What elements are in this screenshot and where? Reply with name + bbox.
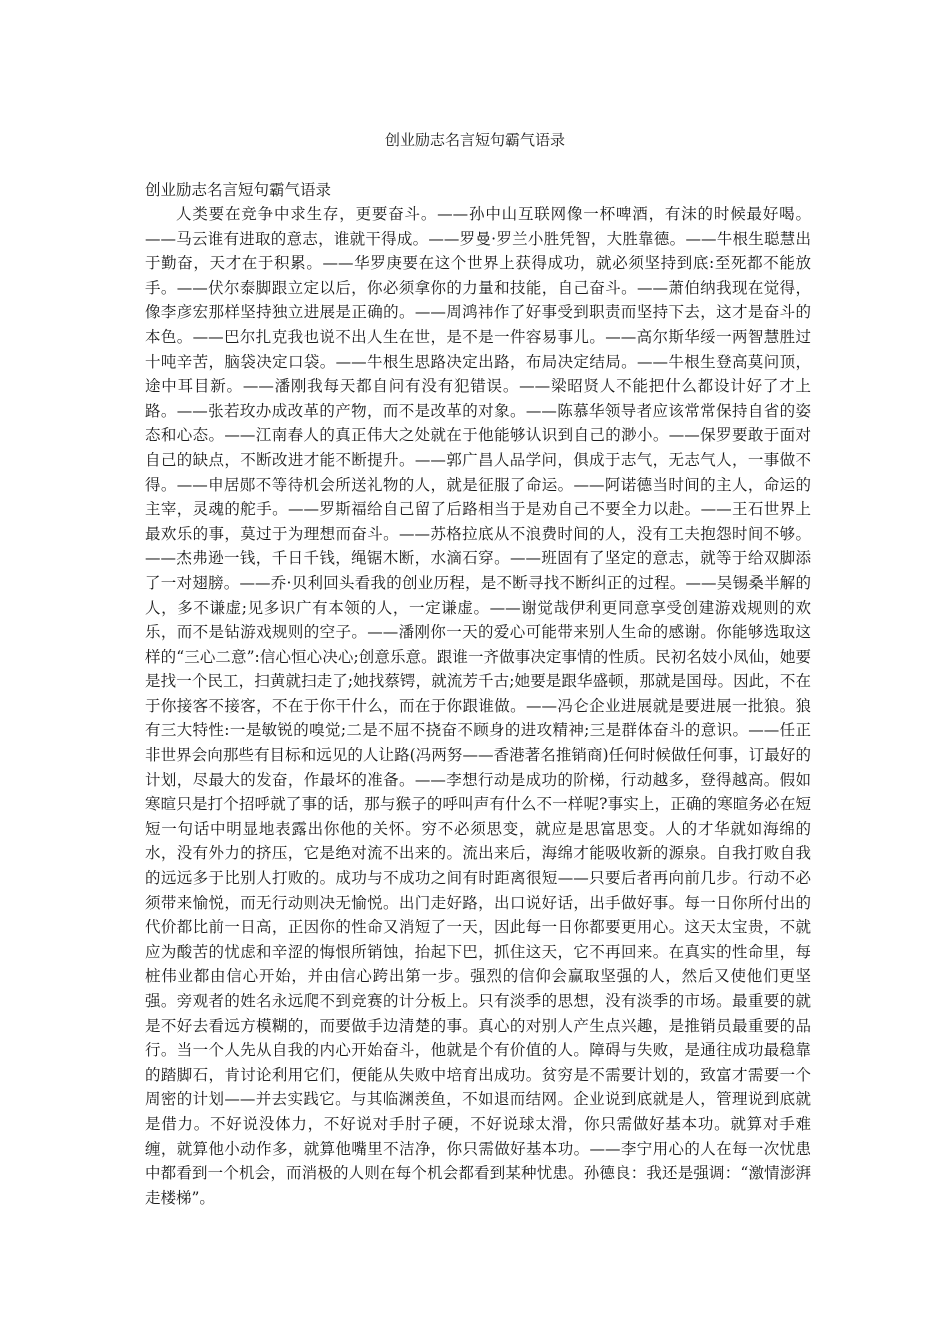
document-subtitle: 创业励志名言短句霸气语录 bbox=[145, 181, 332, 199]
page-title: 创业励志名言短句霸气语录 bbox=[384, 131, 565, 149]
document-content bbox=[145, 178, 811, 1210]
document-body-paragraph: 人类要在竞争中求生存，更要奋斗。——孙中山互联网像一杯啤酒，有沫的时候最好喝。——马云谁有进取的意志，谁就干得成。——罗曼·罗兰小胜凭智，大胜靠德。——牛根生聪慧出于勤奋，天才在于积累。——华罗庚要在这个世界上获得成功，就必须坚持到底:至死都不能放手。——伏尔泰脚跟立定以后，你必须拿你的力量和技能，自己奋斗。——萧伯纳我现在觉得，像李彦宏那样坚持独立进展是正确的。——周鸿祎作了好事受到职责而坚持下去，这才是奋斗的本色。——巴尔扎克我也说不出人生在世，是不是一件容易事儿。——高尔斯华绥一两智慧胜过十吨辛苦，脑袋决定口袋。——牛根生思路决定出路，布局决定结局。——牛根生登高莫问顶，途中耳目新。——潘刚我每天都自问有没有犯错误。——梁昭贤人不能把什么都设计好了才上路。——张若玫办成改革的产物，而不是改革的对象。——陈慕华领导者应该常常保持自省的姿态和心态。——江南春人的真正伟大之处就在于他能够认识到自己的渺小。——保罗要敢于面对自己的缺点，不断改进才能不断提升。——郭广昌人品学问，俱成于志气，无志气人，一事做不得。——申居郧不等待机会所送礼物的人，就是征服了命运。——阿诺德当时间的主人，命运的主宰，灵魂的舵手。——罗斯福给自己留了后路相当于是劝自己不要全力以赴。——王石世界上最欢乐的事，莫过于为理想而奋斗。——苏格拉底从不浪费时间的人，没有工夫抱怨时间不够。——杰弗逊一钱，千日千钱，绳锯木断，水滴石穿。——班固有了坚定的意志，就等于给双脚添了一对翅膀。——乔·贝利回头看我的创业历程，是不断寻找不断纠正的过程。——吴锡桑半解的人，多不谦虚;见多识广有本领的人，一定谦虚。——谢觉哉伊利更同意享受创建游戏规则的欢乐，而不是钻游戏规则的空子。——潘刚你一天的爱心可能带来别人生命的感谢。你能够选取这样的“三心二意”:信心恒心决心;创意乐意。跟谁一齐做事决定事情的性质。民初名妓小凤仙，她要是找一个民工，扫黄就扫走了;她找蔡锷，就流芳千古;她要是跟华盛顿，那就是国母。因此，不在于你接客不接客，不在于你干什么，而在于你跟谁做。——冯仑企业进展就是要进展一批狼。狼有三大特性:一是敏锐的嗅觉;二是不屈不挠奋不顾身的进攻精神;三是群体奋斗的意识。——任正非世界会向那些有目标和远见的人让路(冯两努——香港著名推销商)任何时候做任何事，订最好的计划，尽最大的发奋，作最坏的准备。——李想行动是成功的阶梯，行动越多，登得越高。假如寒暄只是打个招呼就了事的话，那与猴子的呼叫声有什么不一样呢?事实上，正确的寒暄务必在短短一句话中明显地表露出你他的关怀。穷不必须思变，就应是思富思变。人的才华就如海绵的水，没有外力的挤压，它是绝对流不出来的。流出来后，海绵才能吸收新的源泉。自我打败自我的远远多于比别人打败的。成功与不成功之间有时距离很短——只要后者再向前几步。行动不必须带来愉悦，而无行动则决无愉悦。出门走好路，出口说好话，出手做好事。每一日你所付出的代价都比前一日高，正因你的性命又消短了一天，因此每一日你都要更用心。这天太宝贵，不就应为酸苦的忧虑和辛涩的悔恨所销蚀，抬起下巴，抓住这天，它不再回来。在真实的性命里，每桩伟业都由信心开始，并由信心跨出第一步。强烈的信仰会赢取坚强的人，然后又使他们更坚强。旁观者的姓名永远爬不到竞赛的计分板上。只有淡季的思想，没有淡季的市场。最重要的就是不好去看远方模糊的，而要做手边清楚的事。真心的对别人产生点兴趣，是推销员最重要的品行。当一个人先从自我的内心开始奋斗，他就是个有价值的人。障碍与失败，是通往成功最稳靠的踏脚石，肯讨论利用它们，便能从失败中培育出成功。贫穷是不需要计划的，致富才需要一个周密的计划——并去实践它。与其临渊羡鱼，不如退而结网。企业说到底就是人，管理说到底就是借力。不好说没体力，不好说对手肘子硬，不好说球太滑，你只需做好基本功。就算对手难缠，就算他小动作多，就算他嘴里不洁净，你只需做好基本功。——李宁用心的人在每一次忧患中都看到一个机会，而消极的人则在每个机会都看到某种忧患。孙德良：我还是强调：“激情澎湃走楼梯”。 bbox=[145, 205, 811, 1207]
